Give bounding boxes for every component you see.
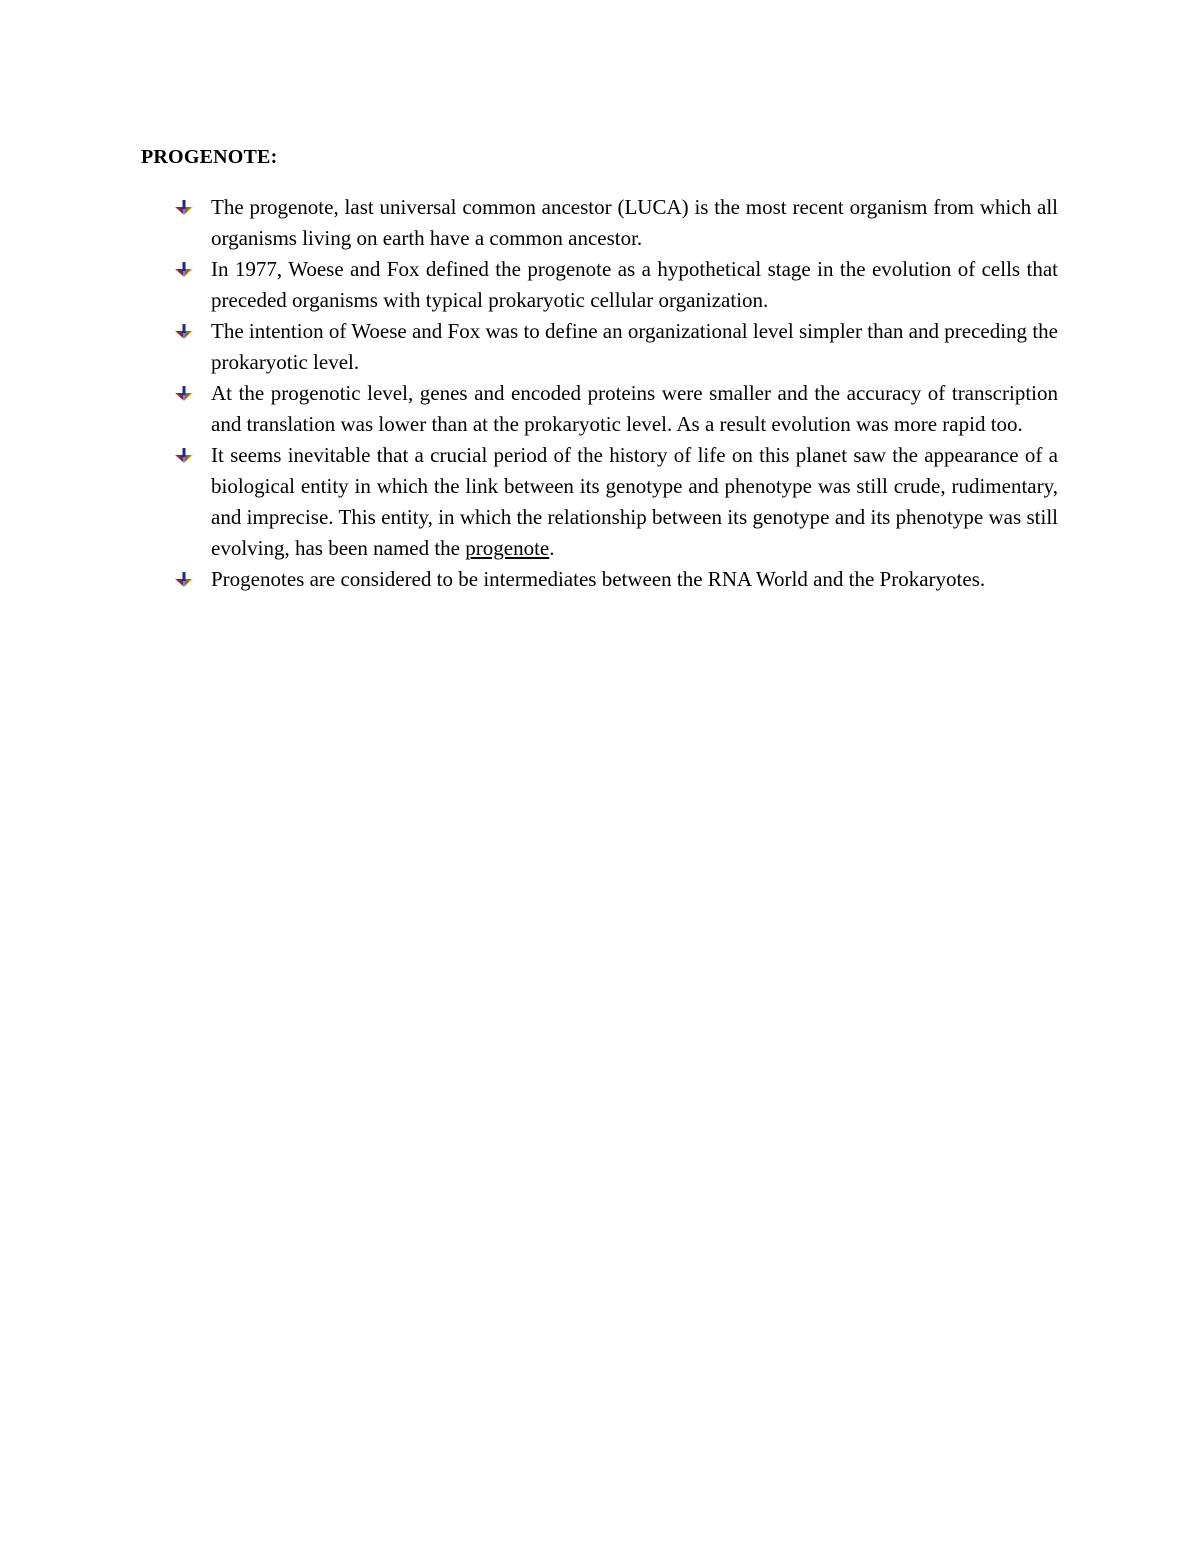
list-item [174, 564, 1058, 595]
arrow-down-icon [174, 385, 194, 402]
list-item [174, 440, 1058, 564]
list-item [174, 378, 1058, 440]
list-item-text: The progenote, last universal common ancestor (LUCA) is the most recent organism from which all organisms living on earth have a common ancestor. [211, 195, 1058, 250]
list-item [174, 254, 1058, 316]
list-item-text-end: . [549, 536, 555, 560]
list-item-text: At the progenotic level, genes and encoded proteins were smaller and the accuracy of transcription and translation was lower than at the prokaryotic level. As a result evolution was more rapid too. [211, 381, 1058, 436]
progenote-link[interactable]: progenote [465, 536, 550, 560]
list-item-text: It seems inevitable that a crucial period of the history of life on this planet saw the appearance of a biological entity in which the link between its genotype and phenotype was still crude, rudimentary, and imprecise. This entity, in which the relationship between its genotype and its phenotype was still evolving, has been named the [211, 443, 1058, 560]
list-item-text: In 1977, Woese and Fox defined the progenote as a hypothetical stage in the evolution of cells that preceded organisms with typical prokaryotic cellular organization. [211, 257, 1058, 312]
arrow-down-icon [174, 199, 194, 216]
list-item-text: The intention of Woese and Fox was to define an organizational level simpler than and preceding the prokaryotic level. [211, 319, 1058, 374]
arrow-down-icon [174, 261, 194, 278]
arrow-down-icon [174, 323, 194, 340]
page-title: PROGENOTE: [141, 146, 278, 168]
list-item [174, 316, 1058, 378]
arrow-down-icon [174, 447, 194, 464]
list-item-text: Progenotes are considered to be intermediates between the RNA World and the Prokaryotes. [211, 567, 986, 591]
arrow-down-icon [174, 571, 194, 588]
bullet-list [174, 192, 1058, 595]
list-item [174, 192, 1058, 254]
